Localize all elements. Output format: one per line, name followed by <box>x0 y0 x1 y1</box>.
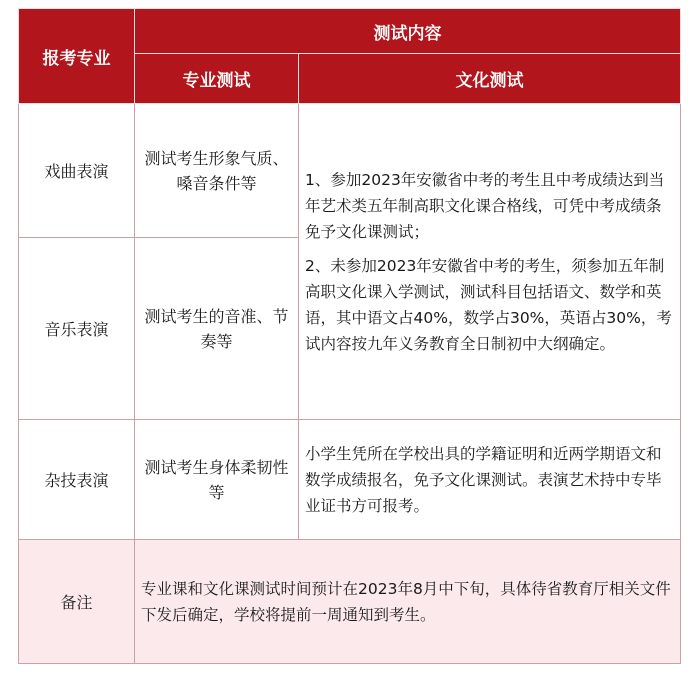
note-text: 专业课和文化课测试时间预计在2023年8月中下旬，具体待省教育厅相关文件下发后确定，学校将提前一周通知到考生。 <box>135 540 681 664</box>
major-cell: 音乐表演 <box>19 238 135 420</box>
culture-test-cell: 小学生凭所在学校出具的学籍证明和近两学期语文和数学成绩报名，免予文化课测试。表演艺术持中专毕业证书方可报考。 <box>299 420 681 540</box>
professional-test-cell: 测试考生的音准、节奏等 <box>135 238 299 420</box>
note-label: 备注 <box>19 540 135 664</box>
major-cell: 杂技表演 <box>19 420 135 540</box>
header-major: 报考专业 <box>19 9 135 104</box>
culture-test-cell <box>299 104 681 420</box>
header-test-content: 测试内容 <box>135 9 681 54</box>
professional-test-cell: 测试考生身体柔韧性等 <box>135 420 299 540</box>
major-cell: 戏曲表演 <box>19 104 135 238</box>
culture-item-2: 2、未参加2023年安徽省中考的考生，须参加五年制高职文化课入学测试，测试科目包括语文、数学和英语，其中语文占40%，数学占30%，英语占30%，考试内容按九年义务教育全日制初中大纲确定。 <box>305 256 672 353</box>
header-professional-test: 专业测试 <box>135 54 299 104</box>
admission-table <box>18 8 681 664</box>
header-culture-test: 文化测试 <box>299 54 681 104</box>
culture-item-1: 1、参加2023年安徽省中考的考生且中考成绩达到当年艺术类五年制高职文化课合格线，可凭中考成绩条免予文化课测试； <box>305 170 665 241</box>
professional-test-cell: 测试考生形象气质、嗓音条件等 <box>135 104 299 238</box>
